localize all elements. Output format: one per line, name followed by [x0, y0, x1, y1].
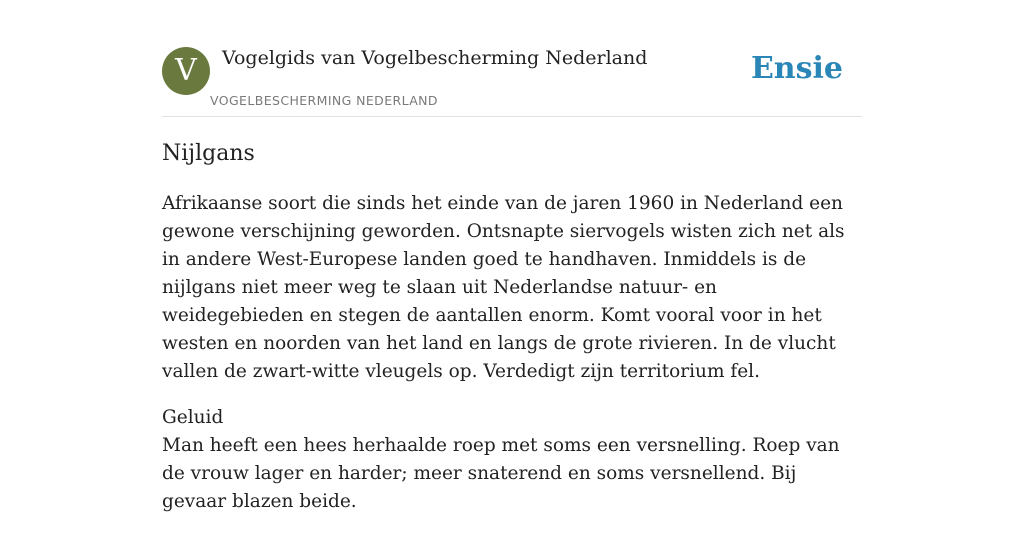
sound-heading: Geluid — [162, 407, 224, 428]
card-header — [162, 44, 862, 117]
entry-card — [162, 44, 862, 534]
source-title[interactable]: Vogelgids van Vogelbescherming Nederland — [222, 47, 648, 69]
description-paragraph: Afrikaanse soort die sinds het einde van de jaren 1960 in Nederland een gewone verschijning geworden. Ontsnapte siervogels wisten zich net als in andere West-Europese landen goed te handhaven. Inmiddels is de nijlgans niet meer weg te slaan uit Nederlandse natuur- en weidegebieden en stegen de aantallen enorm. Komt vooral voor in het westen en noorden van het land en langs de grote rivieren. In de vlucht vallen de zwart-witte vleugels op. Verdedigt zijn territorium fel. — [162, 193, 845, 382]
sound-section — [162, 404, 862, 516]
ensie-logo[interactable]: Ensie — [750, 51, 843, 86]
sound-text: Man heeft een hees herhaalde roep met soms een versnelling. Roep van de vrouw lager en harder; meer snaterend en soms versnellend. Bij gevaar blazen beide. — [162, 435, 840, 512]
term-title: Nijlgans — [162, 141, 255, 166]
entry-body — [162, 190, 862, 516]
publisher-name[interactable]: VOGELBESCHERMING NEDERLAND — [210, 93, 438, 108]
source-avatar[interactable]: V — [162, 47, 210, 95]
